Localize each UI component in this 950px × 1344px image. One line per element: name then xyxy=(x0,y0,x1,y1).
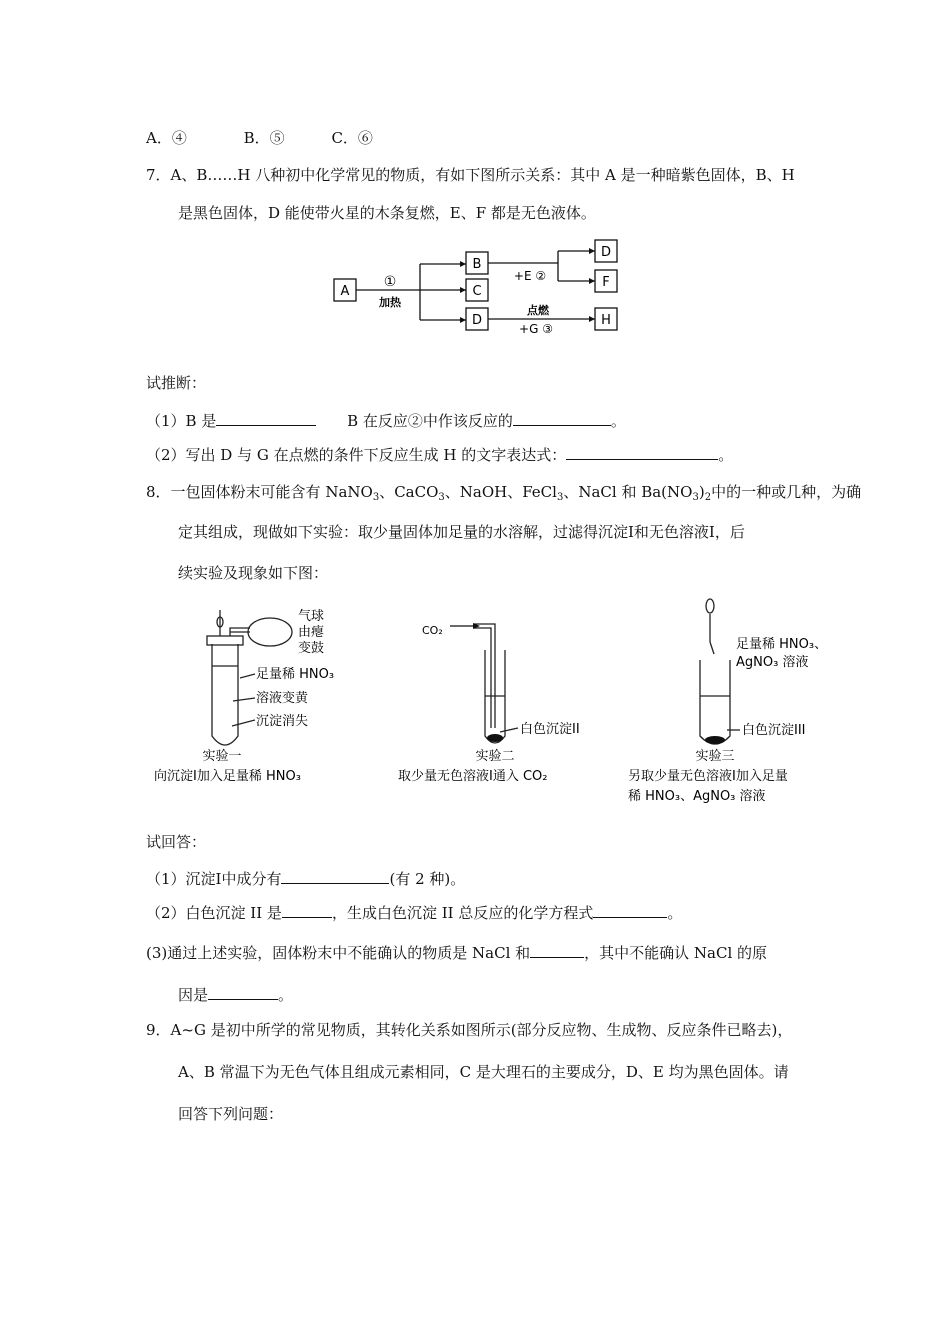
q8-a2 xyxy=(146,903,682,923)
q9-line1: 9．A~G 是初中所学的常见物质，其转化关系如图所示(部分反应物、生成物、反应条件已略去)， xyxy=(146,1021,793,1039)
q8-stem-mid1: 、CaCO xyxy=(379,483,439,501)
q8-sub-3c: 3 xyxy=(556,492,564,503)
q8-stem-post: 中的一种或几种，为确 xyxy=(711,483,862,501)
exp1-caption: 向沉淀Ⅰ加入足量稀 HNO₃ xyxy=(154,769,301,784)
q8-sub-2: 2 xyxy=(704,492,712,503)
q6-option-a: A．④ xyxy=(146,129,187,147)
diagram-box-c: C xyxy=(472,284,482,299)
q8-a3-line2 xyxy=(178,985,293,1005)
q8-a3-line2-text: 因是 xyxy=(178,986,209,1004)
q7-sub2-blank[interactable] xyxy=(566,445,718,460)
exp2-title: 实验二 xyxy=(475,749,515,764)
diagram-box-f: F xyxy=(602,275,610,290)
q7-sub1-blank1[interactable] xyxy=(216,411,316,426)
diagram-box-a: A xyxy=(340,284,350,299)
q8-a3-blank1[interactable] xyxy=(530,943,584,958)
q8-stem-pre: 8．一包固体粉末可能含有 NaNO xyxy=(146,483,373,501)
q8-a1-end: (有 2 种)。 xyxy=(389,870,466,888)
q8-a3-text-a: (3)通过上述实验，固体粉末中不能确认的物质是 NaCl 和 xyxy=(146,944,531,962)
diagram-label-heat: 加热 xyxy=(379,296,401,309)
exp1-title: 实验一 xyxy=(202,749,242,764)
q7-infer-label: 试推断： xyxy=(146,374,207,392)
q7-sub1-a: （1）B 是 xyxy=(146,412,217,430)
q8-a2-end: 。 xyxy=(667,904,683,922)
exp3-reagent-label-2: AgNO₃ 溶液 xyxy=(736,655,809,670)
exp1-precip-label: 沉淀消失 xyxy=(256,714,309,729)
exp3-caption-2: 稀 HNO₃、AgNO₃ 溶液 xyxy=(628,789,766,804)
q8-stem-mid3: 、NaCl 和 Ba(NO xyxy=(563,483,693,501)
q8-a3-blank2[interactable] xyxy=(208,985,278,1000)
diagram-box-d: D xyxy=(471,313,483,328)
exp2-caption: 取少量无色溶液Ⅰ通入 CO₂ xyxy=(398,769,548,784)
exp1-acid-label: 足量稀 HNO₃ xyxy=(256,667,335,682)
q9-line2: A、B 常温下为无色气体且组成元素相同，C 是大理石的主要成分，D、E 均为黑色固体。请 xyxy=(178,1063,789,1081)
diagram-label-1: ① xyxy=(383,274,397,290)
q8-stem-line2: 定其组成，现做如下实验：取少量固体加足量的水溶解，过滤得沉淀Ⅰ和无色溶液Ⅰ，后 xyxy=(178,523,745,541)
q8-paren-close: ) xyxy=(698,483,705,501)
exp3-reagent-label-1: 足量稀 HNO₃、 xyxy=(736,637,828,652)
q8-stem-mid2: 、NaOH、FeCl xyxy=(444,483,557,501)
diagram-box-h: H xyxy=(601,313,611,328)
q7-sub1 xyxy=(146,411,626,431)
exp3-precip-label: 白色沉淀III xyxy=(742,723,806,738)
diagram-box-b: B xyxy=(472,257,482,272)
q8-stem-line1 xyxy=(146,482,861,508)
exp3-title: 实验三 xyxy=(695,749,735,764)
q8-sub-3a: 3 xyxy=(372,492,380,503)
diagram-box-d2: D xyxy=(600,245,612,260)
diagram-label-e2: +E ② xyxy=(513,269,547,283)
q8-a2-text-b: ，生成白色沉淀 II 总反应的化学方程式 xyxy=(331,904,594,922)
q8-a3-text-b: ，其中不能确认 NaCl 的原 xyxy=(584,944,768,962)
q6-option-b: B．⑤ xyxy=(243,129,285,147)
exp2-precip-label: 白色沉淀II xyxy=(520,722,580,737)
exp1-balloon-label-1: 气球 xyxy=(298,609,325,624)
q7-sub1-b: B 在反应②中作该反应的 xyxy=(347,412,513,430)
q7-stem-line2: 是黑色固体，D 能使带火星的木条复燃，E、F 都是无色液体。 xyxy=(178,204,596,222)
q8-a1-blank[interactable] xyxy=(281,869,389,884)
q6-options xyxy=(146,128,373,148)
q8-a3-line2-end: 。 xyxy=(278,986,294,1004)
diagram-label-ignite: 点燃 xyxy=(527,304,549,317)
q9-line3: 回答下列问题： xyxy=(178,1105,284,1123)
exp1-balloon-label-2: 由瘪 xyxy=(298,625,325,640)
q8-a2-blank1[interactable] xyxy=(282,903,332,918)
q8-a2-text-a: （2）白色沉淀 II 是 xyxy=(146,904,282,922)
exp1-solution-label: 溶液变黄 xyxy=(256,691,309,706)
q8-sub-3b: 3 xyxy=(438,492,445,503)
q8-a3 xyxy=(146,943,767,963)
q7-stem-line1: 7．A、B……H 八种初中化学常见的物质，有如下图所示关系：其中 A 是一种暗紫色固体，B、H xyxy=(146,166,795,184)
q8-answer-label: 试回答： xyxy=(146,833,207,851)
q8-sub-3d: 3 xyxy=(692,492,699,503)
q7-sub2-end: 。 xyxy=(718,446,734,464)
q8-a2-blank2[interactable] xyxy=(593,903,667,918)
q8-a1-text: （1）沉淀Ⅰ中成分有 xyxy=(146,870,282,888)
q7-sub2 xyxy=(146,445,733,465)
q6-option-c: C．⑥ xyxy=(331,129,373,147)
q8-stem-line3: 续实验及现象如下图： xyxy=(178,564,329,582)
exp3-caption-1: 另取少量无色溶液Ⅰ加入足量 xyxy=(628,769,788,784)
q7-sub1-blank2[interactable] xyxy=(513,411,611,426)
q7-reaction-diagram xyxy=(320,236,630,336)
q8-experiments-figure xyxy=(140,596,860,811)
q7-sub2-text: （2）写出 D 与 G 在点燃的条件下反应生成 H 的文字表达式： xyxy=(146,446,567,464)
q8-a1 xyxy=(146,869,465,889)
exp2-co2-label: CO₂ xyxy=(422,624,443,637)
diagram-label-g3: +G ③ xyxy=(519,322,553,336)
q7-sub1-end: 。 xyxy=(610,412,626,430)
exp1-balloon-label-3: 变鼓 xyxy=(298,641,325,656)
